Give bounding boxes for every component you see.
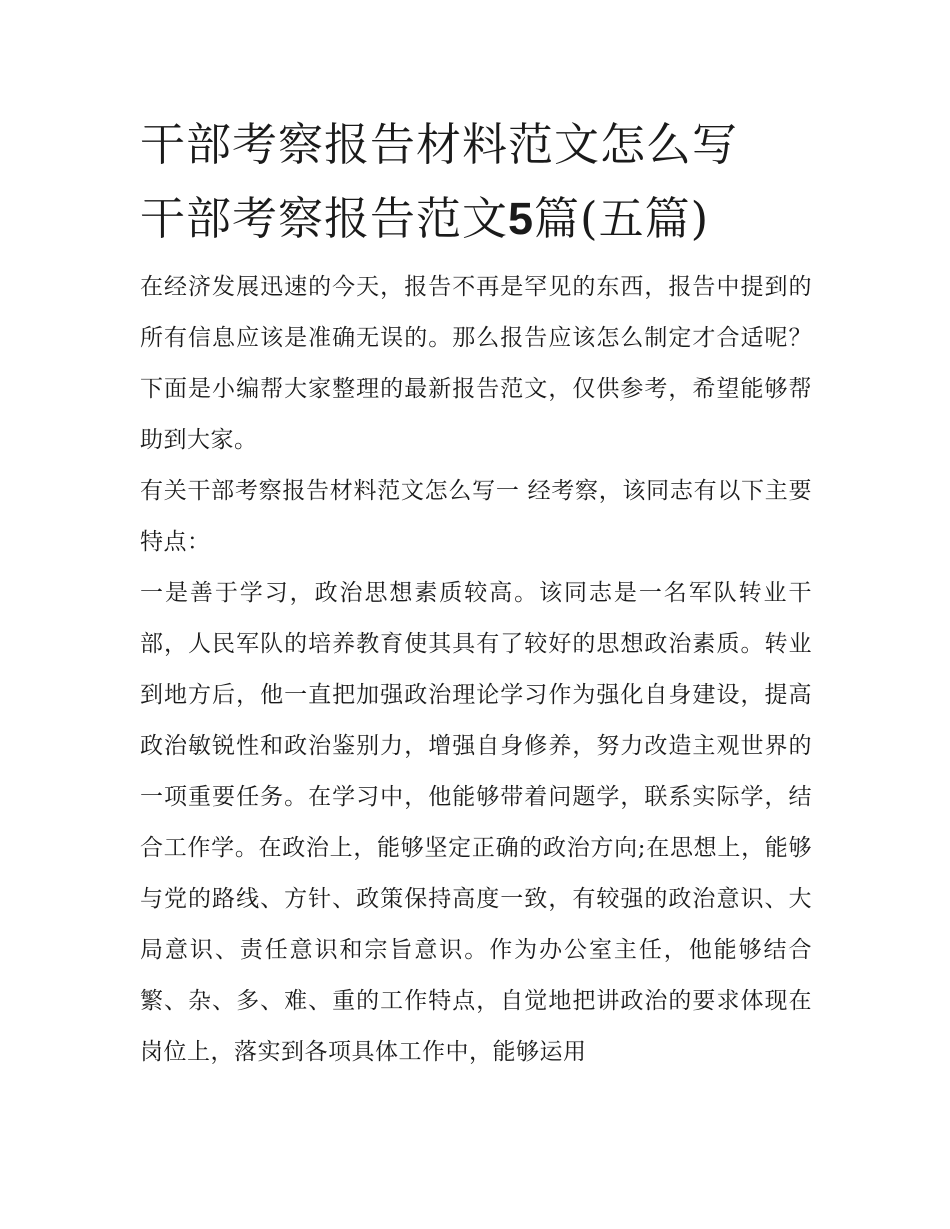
title-line-1: 干部考察报告材料范文怎么写	[140, 118, 739, 171]
title-line-2-suffix: 篇(五篇)	[534, 192, 710, 245]
title-line-2	[140, 182, 812, 256]
title-line-2-prefix: 干部考察报告范文	[140, 192, 509, 245]
document-body	[140, 262, 812, 1078]
document-page	[140, 108, 812, 1078]
title-line-2-number: 5	[508, 193, 535, 244]
paragraph-section-heading: 有关干部考察报告材料范文怎么写一 经考察，该同志有以下主要特点：	[140, 478, 812, 555]
paragraph-point-one: 一是善于学习，政治思想素质较高。该同志是一名军队转业干部，人民军队的培养教育使其具有了较好的思想政治素质。转业到地方后，他一直把加强政治理论学习作为强化自身建设，提高政治敏锐性和政治鉴别力，增强自身修养，努力改造主观世界的一项重要任务。在学习中，他能够带着问题学，联系实际学，结合工作学。在政治上，能够坚定正确的政治方向;在思想上，能够与党的路线、方针、政策保持高度一致，有较强的政治意识、大局意识、责任意识和宗旨意识。作为办公室主任，他能够结合繁、杂、多、难、重的工作特点，自觉地把讲政治的要求体现在岗位上，落实到各项具体工作中，能够运用	[140, 580, 812, 1065]
paragraph-intro: 在经济发展迅速的今天，报告不再是罕见的东西，报告中提到的所有信息应该是准确无误的。那么报告应该怎么制定才合适呢？下面是小编帮大家整理的最新报告范文，仅供参考，希望能够帮助到大家。	[140, 274, 812, 453]
document-title	[140, 108, 812, 256]
